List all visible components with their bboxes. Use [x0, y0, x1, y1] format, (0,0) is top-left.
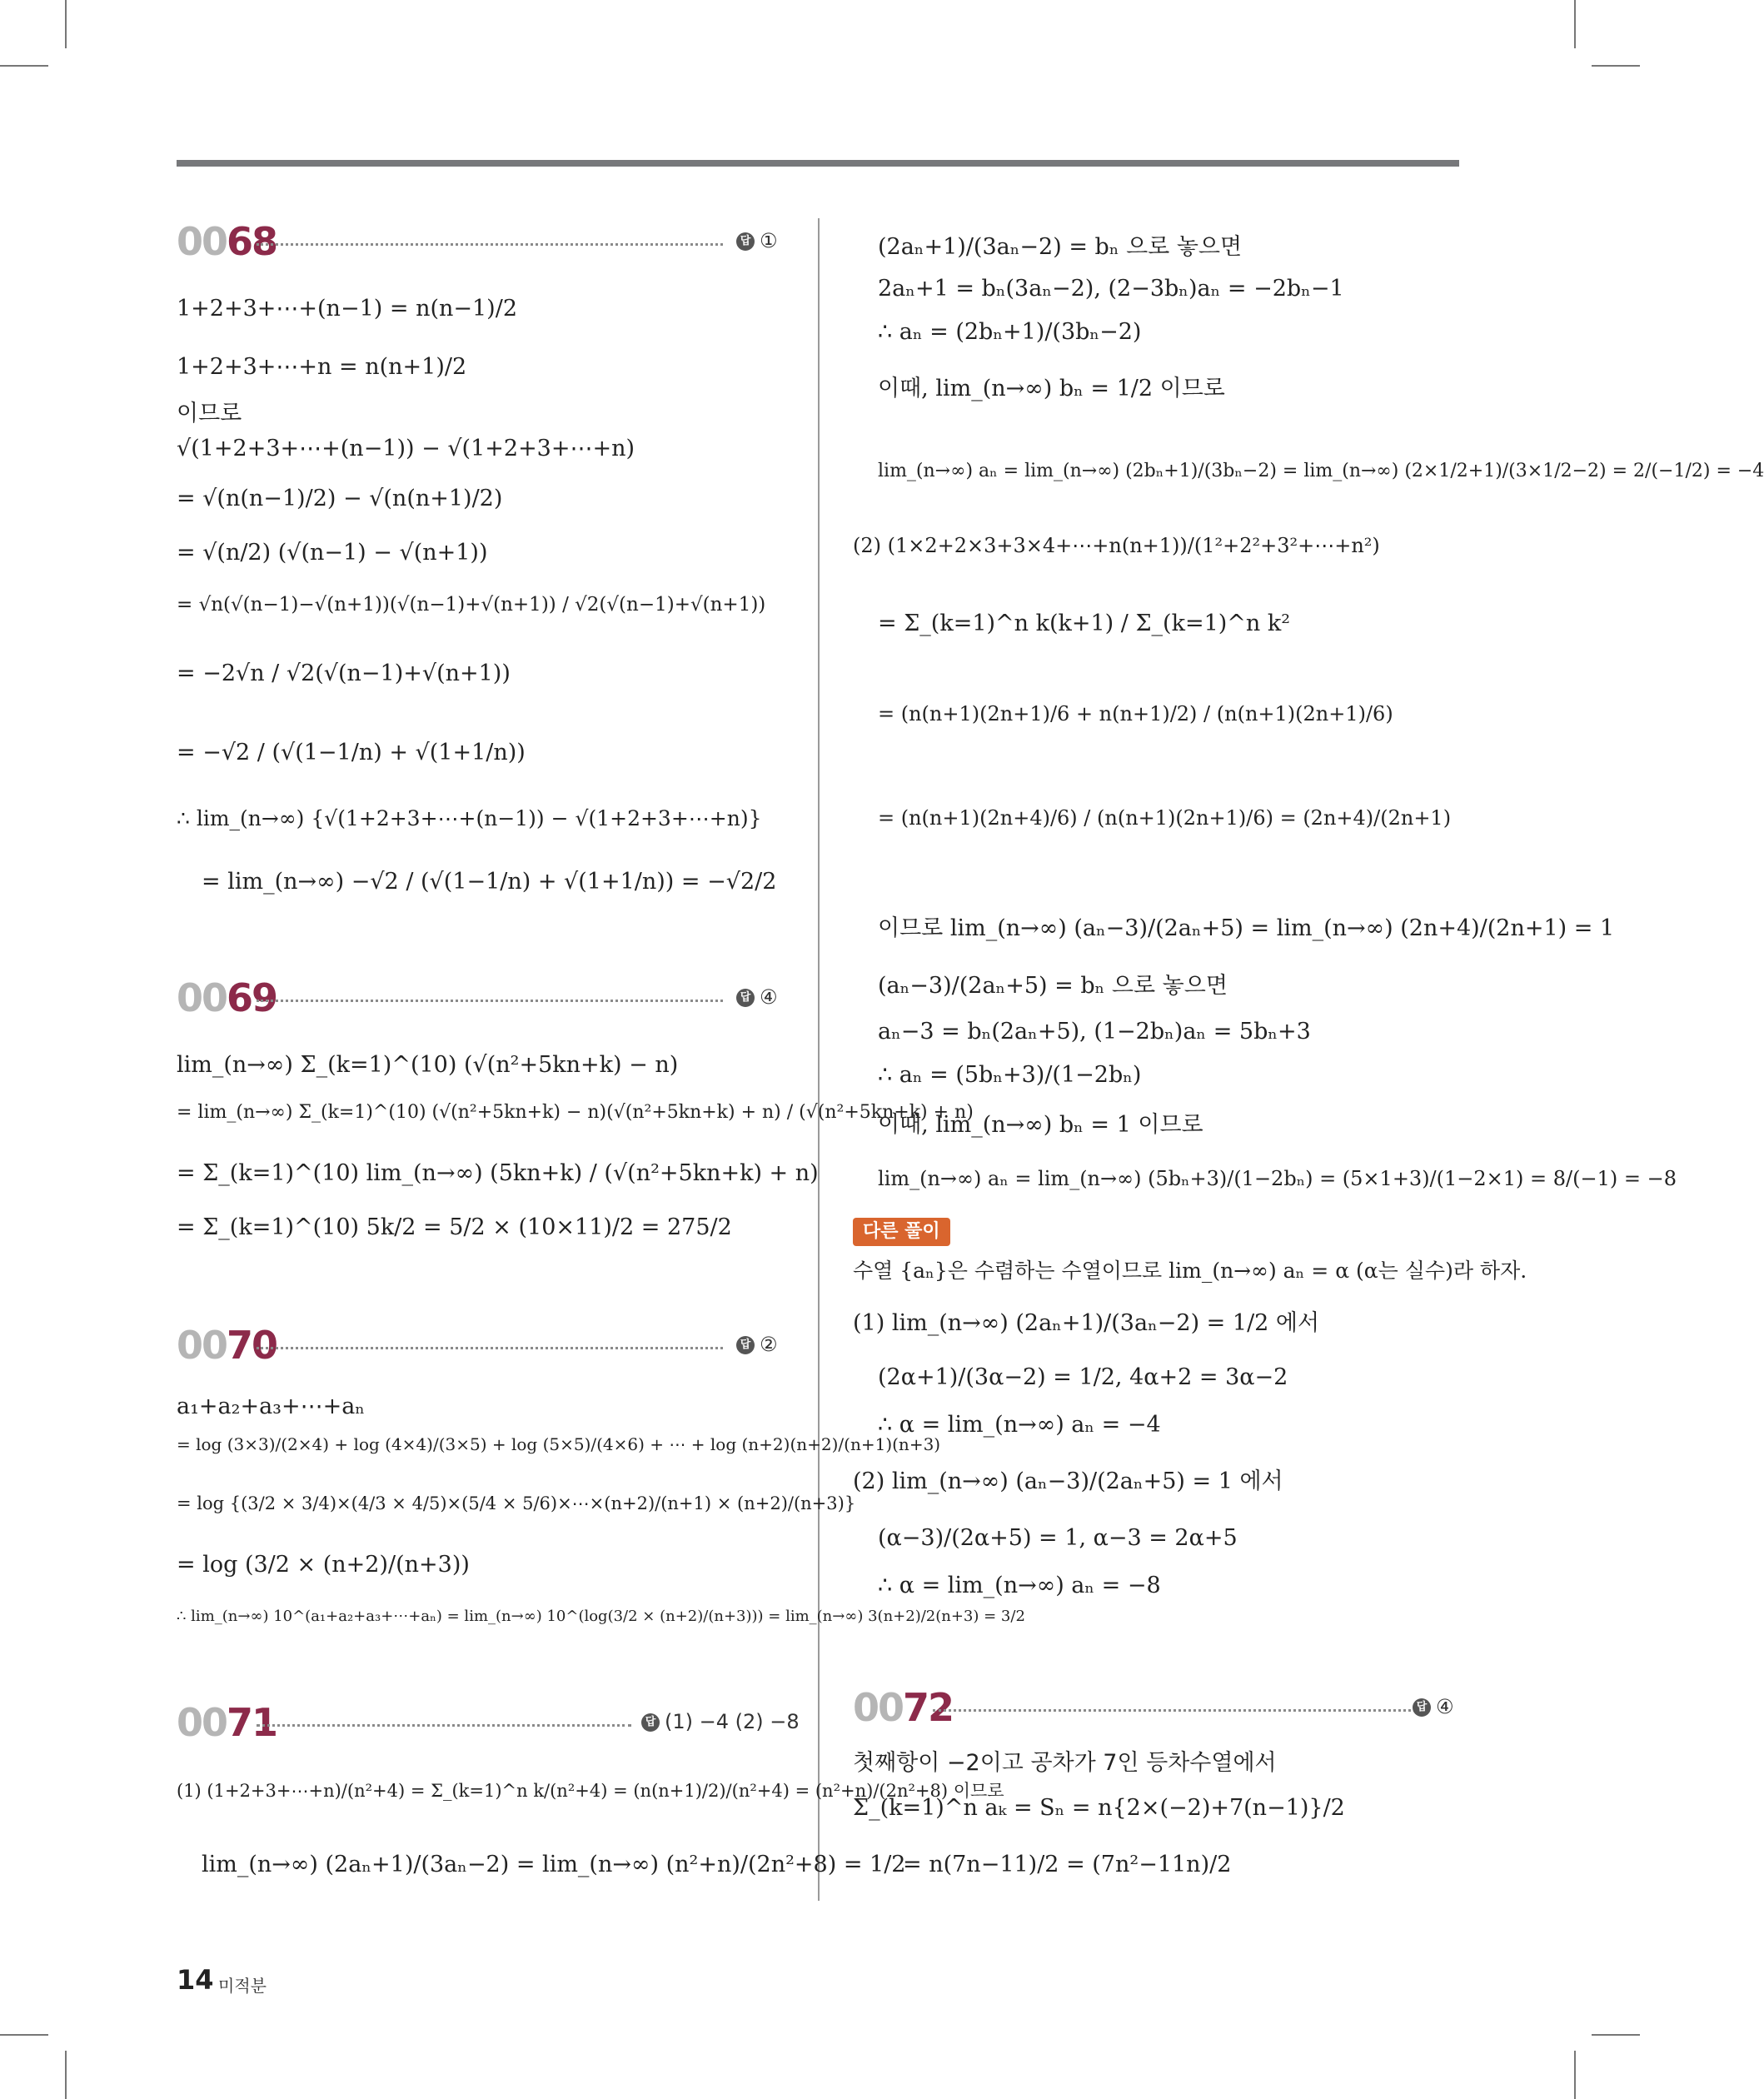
solution-line: 1+2+3+⋯+n = n(n+1)/2 — [177, 354, 467, 380]
answer-label: 답 ② — [736, 1332, 778, 1357]
answer-icon: 답 — [736, 1336, 755, 1354]
solution-line: 이때, lim_(n→∞) bₙ = 1/2 이므로 — [878, 376, 1225, 401]
solution-line: 이므로 lim_(n→∞) (aₙ−3)/(2aₙ+5) = lim_(n→∞) (2n+4)/(2n+1) = 1 — [878, 915, 1615, 941]
solution-line: = √n(√(n−1)−√(n+1))(√(n−1)+√(n+1)) / √2(√(n−1)+√(n+1)) — [177, 594, 766, 616]
solution-line: = (n(n+1)(2n+1)/6 + n(n+1)/2) / (n(n+1)(2n+1)/6) — [878, 702, 1393, 725]
leader-dots — [933, 1709, 1416, 1712]
subject-label: 미적분 — [218, 1976, 267, 1996]
crop-mark — [1592, 65, 1640, 67]
solution-line: a₁+a₂+a₃+⋯+aₙ — [177, 1394, 366, 1419]
solution-line: = Σ_(k=1)^n k(k+1) / Σ_(k=1)^n k² — [878, 611, 1291, 636]
solution-line: = Σ_(k=1)^(10) lim_(n→∞) (5kn+k) / (√(n²+5kn+k) + n) — [177, 1160, 819, 1186]
solution-line: 1+2+3+⋯+(n−1) = n(n−1)/2 — [177, 296, 517, 322]
solution-line: = √(n/2) (√(n−1) − √(n+1)) — [177, 540, 488, 566]
solution-line: = (n(n+1)(2n+4)/6) / (n(n+1)(2n+1)/6) = (2n+4)/(2n+1) — [878, 806, 1452, 830]
problem-number: 0072 — [853, 1685, 954, 1730]
solution-line: ∴ α = lim_(n→∞) aₙ = −8 — [878, 1573, 1161, 1598]
solution-line: (2) (1×2+2×3+3×4+⋯+n(n+1))/(1²+2²+3²+⋯+n²) — [853, 534, 1380, 557]
solution-line: ∴ lim_(n→∞) 10^(a₁+a₂+a₃+⋯+aₙ) = lim_(n→∞) 10^(log(3/2 × (n+2)/(n+3))) = lim_(n→∞) 3(n+2)/2(n+3) = 3/2 — [177, 1608, 1025, 1625]
crop-mark — [1592, 2034, 1640, 2036]
crop-mark — [65, 2051, 67, 2099]
solution-line: Σ_(k=1)^n aₖ = Sₙ = n{2×(−2)+7(n−1)}/2 — [853, 1795, 1345, 1821]
solution-line: (2) lim_(n→∞) (aₙ−3)/(2aₙ+5) = 1 에서 — [853, 1468, 1283, 1494]
crop-mark — [0, 65, 48, 67]
answer-icon: 답 — [641, 1713, 660, 1732]
solution-line: lim_(n→∞) aₙ = lim_(n→∞) (2bₙ+1)/(3bₙ−2) = lim_(n→∞) (2×1/2+1)/(3×1/2−2) = 2/(−1/2) = −4 — [878, 461, 1764, 481]
page-number: 14 — [177, 1964, 214, 1996]
solution-line: √(1+2+3+⋯+(n−1)) − √(1+2+3+⋯+n) — [177, 436, 635, 461]
solution-line: lim_(n→∞) Σ_(k=1)^(10) (√(n²+5kn+k) − n) — [177, 1052, 679, 1078]
crop-mark — [1574, 0, 1576, 48]
solution-line: = −2√n / √2(√(n−1)+√(n+1)) — [177, 661, 511, 686]
solution-line: ∴ α = lim_(n→∞) aₙ = −4 — [878, 1412, 1161, 1438]
leader-dots — [257, 243, 723, 246]
solution-line: 이때, lim_(n→∞) bₙ = 1 이므로 — [878, 1112, 1203, 1138]
solution-line: aₙ−3 = bₙ(2aₙ+5), (1−2bₙ)aₙ = 5bₙ+3 — [878, 1019, 1311, 1045]
solution-line: lim_(n→∞) aₙ = lim_(n→∞) (5bₙ+3)/(1−2bₙ) = (5×1+3)/(1−2×1) = 8/(−1) = −8 — [878, 1167, 1677, 1190]
solution-line: (1) (1+2+3+⋯+n)/(n²+4) = Σ_(k=1)^n k/(n²+4) = (n(n+1)/2)/(n²+4) = (n²+n)/(2n²+8) 이므로 — [177, 1781, 1004, 1801]
solution-line: = log (3/2 × (n+2)/(n+3)) — [177, 1552, 470, 1578]
solution-line: 수열 {aₙ}은 수렴하는 수열이므로 lim_(n→∞) aₙ = α (α는 실수)라 하자. — [853, 1259, 1527, 1283]
answer-label: 답 (1) −4 (2) −8 — [641, 1709, 800, 1734]
solution-line: 2aₙ+1 = bₙ(3aₙ−2), (2−3bₙ)aₙ = −2bₙ−1 — [878, 276, 1344, 302]
solution-line: ∴ aₙ = (5bₙ+3)/(1−2bₙ) — [878, 1062, 1142, 1088]
crop-mark — [65, 0, 67, 48]
answer-label: 답 ④ — [1413, 1694, 1454, 1719]
solution-line: (aₙ−3)/(2aₙ+5) = bₙ 으로 놓으면 — [878, 973, 1228, 999]
solution-line: 이므로 — [177, 401, 242, 426]
solution-line: = log (3×3)/(2×4) + log (4×4)/(3×5) + log (5×5)/(4×6) + ⋯ + log (n+2)(n+2)/(n+1)(n+3) — [177, 1434, 941, 1454]
problem-number: 0070 — [177, 1323, 277, 1368]
solution-line: = lim_(n→∞) Σ_(k=1)^(10) (√(n²+5kn+k) − n)(√(n²+5kn+k) + n) / (√(n²+5kn+k) + n) — [177, 1102, 974, 1123]
alt-solution-badge: 다른 풀이 — [853, 1218, 950, 1246]
right-column — [853, 218, 1764, 1909]
solution-line: 첫째항이 −2이고 공차가 7인 등차수열에서 — [853, 1750, 1277, 1776]
crop-mark — [1574, 2051, 1576, 2099]
solution-line: = √(n(n−1)/2) − √(n(n+1)/2) — [177, 486, 503, 511]
solution-line: = n(7n−11)/2 = (7n²−11n)/2 — [903, 1852, 1232, 1877]
column-divider — [818, 218, 820, 1901]
solution-line: (α−3)/(2α+5) = 1, α−3 = 2α+5 — [878, 1525, 1238, 1551]
problem-number: 0071 — [177, 1700, 277, 1745]
problem-header — [177, 218, 785, 268]
leader-dots — [257, 1347, 723, 1349]
crop-mark — [0, 2034, 48, 2036]
solution-line: (2aₙ+1)/(3aₙ−2) = bₙ 으로 놓으면 — [878, 234, 1243, 260]
solution-line: ∴ lim_(n→∞) {√(1+2+3+⋯+(n−1)) − √(1+2+3+⋯+n)} — [177, 806, 762, 830]
solution-line: = lim_(n→∞) −√2 / (√(1−1/n) + √(1+1/n)) = −√2/2 — [202, 869, 777, 895]
answer-icon: 답 — [1413, 1698, 1431, 1717]
problem-header — [177, 1322, 785, 1372]
answer-label: 답 ④ — [736, 985, 778, 1010]
solution-line: = −√2 / (√(1−1/n) + √(1+1/n)) — [177, 740, 526, 765]
solution-line: = Σ_(k=1)^(10) 5k/2 = 5/2 × (10×11)/2 = 275/2 — [177, 1214, 732, 1240]
problem-header — [853, 1684, 1461, 1734]
answer-icon: 답 — [736, 232, 755, 251]
problem-header — [177, 975, 785, 1025]
header-rule — [177, 160, 1459, 167]
problem-number: 0069 — [177, 975, 277, 1020]
solution-line: = log {(3/2 × 3/4)×(4/3 × 4/5)×(5/4 × 5/6)×⋯×(n+2)/(n+1) × (n+2)/(n+3)} — [177, 1493, 856, 1513]
leader-dots — [257, 1724, 631, 1727]
leader-dots — [257, 1000, 723, 1002]
answer-label: 답 ① — [736, 228, 778, 253]
solution-line: (2α+1)/(3α−2) = 1/2, 4α+2 = 3α−2 — [878, 1364, 1288, 1390]
answer-icon: 답 — [736, 989, 755, 1007]
problem-number: 0068 — [177, 219, 277, 264]
solution-line: lim_(n→∞) (2aₙ+1)/(3aₙ−2) = lim_(n→∞) (n²+n)/(2n²+8) = 1/2 — [202, 1852, 906, 1877]
solution-line: ∴ aₙ = (2bₙ+1)/(3bₙ−2) — [878, 319, 1142, 345]
solution-line: (1) lim_(n→∞) (2aₙ+1)/(3aₙ−2) = 1/2 에서 — [853, 1310, 1320, 1336]
problem-header — [177, 1699, 800, 1749]
